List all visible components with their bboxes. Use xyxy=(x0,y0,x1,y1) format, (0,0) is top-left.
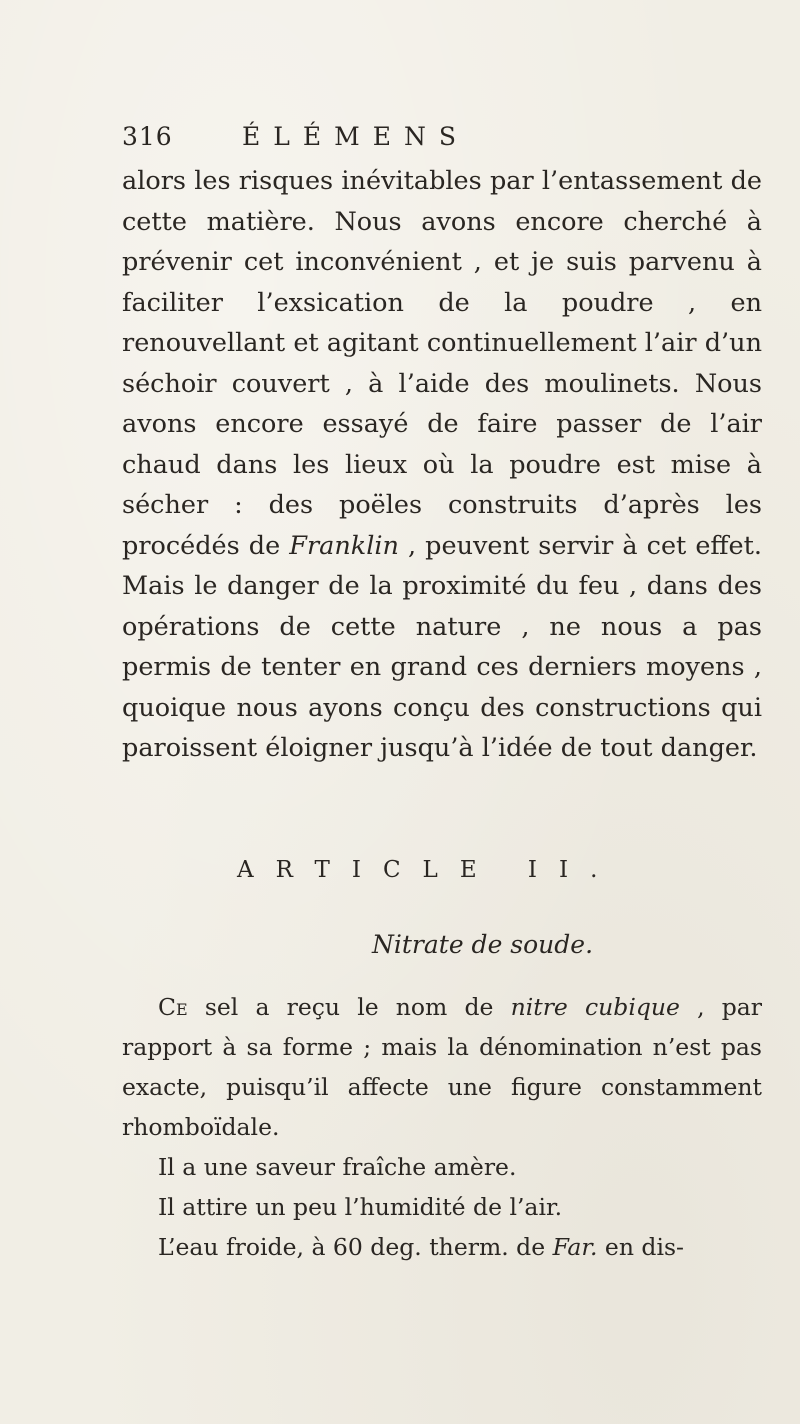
running-head xyxy=(122,122,682,162)
paragraph-text: , par rapport à sa forme ; mais la dénomination n’est pas exacte, puisqu’il affecte une figure constamment rhomboïdale. xyxy=(122,993,762,1141)
italic-term: nitre cubique xyxy=(510,993,680,1021)
paragraph-text: , peuvent servir à cet effet. Mais le danger de la proximité du feu , dans des opérations de cette nature , ne nous a pas permis de tenter en grand ces derniers moyens , quoique nous ayons conçu des constructions qui paroissent éloigner jusqu’à l’idée de tout danger. xyxy=(122,530,762,763)
paragraph xyxy=(122,1227,762,1267)
paragraph-text: sel a reçu le nom de xyxy=(187,993,511,1021)
italic-abbr: Far. xyxy=(552,1233,598,1261)
paragraph: Il attire un peu l’humidité de l’air. xyxy=(158,1193,563,1221)
paragraph-text: alors les risques inévitables par l’entassement de cette matière. Nous avons encore cherché à prévenir cet inconvénient , et je suis parvenu à faciliter l’exsication de la poudre , en renouvellant et agitant continuellement l’air d’un séchoir couvert , à l’aide des moulinets. Nous avons encore essayé de faire passer de l’air chaud dans les lieux où la poudre est mise à sécher : des poëles construits d’après les procédés de xyxy=(122,166,762,561)
italic-name: Franklin xyxy=(289,530,399,561)
page-number: 316 xyxy=(122,122,173,151)
lead-caps: Ce xyxy=(158,993,188,1021)
article-heading: ARTICLE II. xyxy=(237,857,620,883)
paragraph-continuation xyxy=(122,161,762,769)
article-body xyxy=(122,987,762,1267)
article-subheading: Nitrate de soude. xyxy=(372,930,594,959)
paragraph: Il a une saveur fraîche amère. xyxy=(158,1153,517,1181)
running-title: ÉLÉMENS xyxy=(242,122,469,151)
paragraph xyxy=(122,987,762,1147)
paragraph-text: en dis- xyxy=(597,1233,684,1261)
paragraph-text: L’eau froide, à 60 deg. therm. de xyxy=(158,1233,553,1261)
